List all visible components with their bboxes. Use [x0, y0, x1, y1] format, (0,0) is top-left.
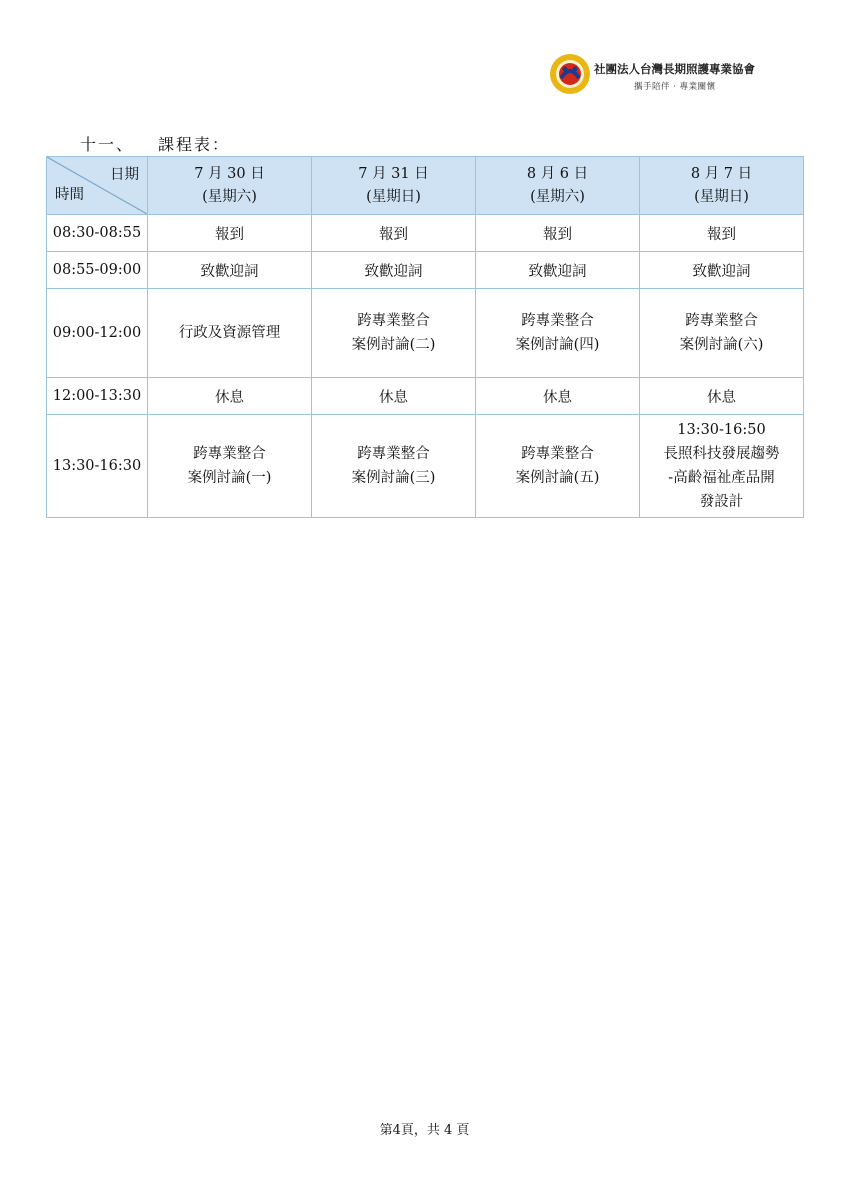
header-weekday: (星期六) [202, 188, 257, 205]
date-axis-label: 日期 [110, 167, 139, 183]
section-number: 十一、 [80, 135, 135, 154]
session-cell: 跨專業整合 案例討論(四) [476, 289, 640, 378]
organization-name: 社團法人台灣長期照護專業協會 [594, 62, 755, 76]
association-logo-icon [548, 52, 592, 96]
organization-slogan: 攜手陪伴 · 專業關懷 [634, 82, 716, 92]
header-date: 7 月 30 日 [194, 165, 265, 182]
header-date: 8 月 7 日 [690, 165, 753, 182]
table-row [47, 289, 804, 378]
page-footer: 第4頁，共 4 頁 [379, 1123, 470, 1138]
table-header-row [47, 157, 804, 215]
time-slot-cell: 09:00-12:00 [47, 289, 148, 378]
corner-header-cell [47, 157, 148, 215]
session-cell: 休息 [312, 378, 476, 415]
course-schedule-table [46, 156, 804, 518]
table-row [47, 215, 804, 252]
session-cell: 行政及資源管理 [148, 289, 312, 378]
session-cell: 跨專業整合 案例討論(三) [312, 415, 476, 518]
section-title: 課程表： [158, 135, 231, 154]
section-heading [80, 132, 230, 155]
table-row [47, 378, 804, 415]
session-cell: 致歡迎詞 [640, 252, 804, 289]
time-slot-cell: 08:55-09:00 [47, 252, 148, 289]
date-header-cell [312, 157, 476, 215]
table-row [47, 415, 804, 518]
header-date: 8 月 6 日 [526, 165, 589, 182]
header-weekday: (星期日) [366, 188, 421, 205]
session-cell: 致歡迎詞 [476, 252, 640, 289]
session-cell: 跨專業整合 案例討論(五) [476, 415, 640, 518]
session-cell: 休息 [476, 378, 640, 415]
session-cell: 報到 [640, 215, 804, 252]
date-header-cell [148, 157, 312, 215]
session-cell: 致歡迎詞 [312, 252, 476, 289]
header-weekday: (星期六) [530, 188, 585, 205]
session-cell: 報到 [476, 215, 640, 252]
session-cell: 跨專業整合 案例討論(二) [312, 289, 476, 378]
time-slot-cell: 12:00-13:30 [47, 378, 148, 415]
session-cell: 報到 [312, 215, 476, 252]
table-row [47, 252, 804, 289]
date-header-cell [640, 157, 804, 215]
time-axis-label: 時間 [55, 187, 84, 203]
session-cell: 跨專業整合 案例討論(六) [640, 289, 804, 378]
header-date: 7 月 31 日 [358, 165, 429, 182]
session-cell: 致歡迎詞 [148, 252, 312, 289]
session-cell: 休息 [640, 378, 804, 415]
session-cell: 報到 [148, 215, 312, 252]
time-slot-cell: 13:30-16:30 [47, 415, 148, 518]
session-cell: 跨專業整合 案例討論(一) [148, 415, 312, 518]
time-slot-cell: 08:30-08:55 [47, 215, 148, 252]
header-weekday: (星期日) [694, 188, 749, 205]
session-cell: 13:30-16:50 長照科技發展趨勢 -高齡福祉產品開 發設計 [640, 415, 804, 518]
date-header-cell [476, 157, 640, 215]
page-header [548, 52, 808, 100]
session-cell: 休息 [148, 378, 312, 415]
